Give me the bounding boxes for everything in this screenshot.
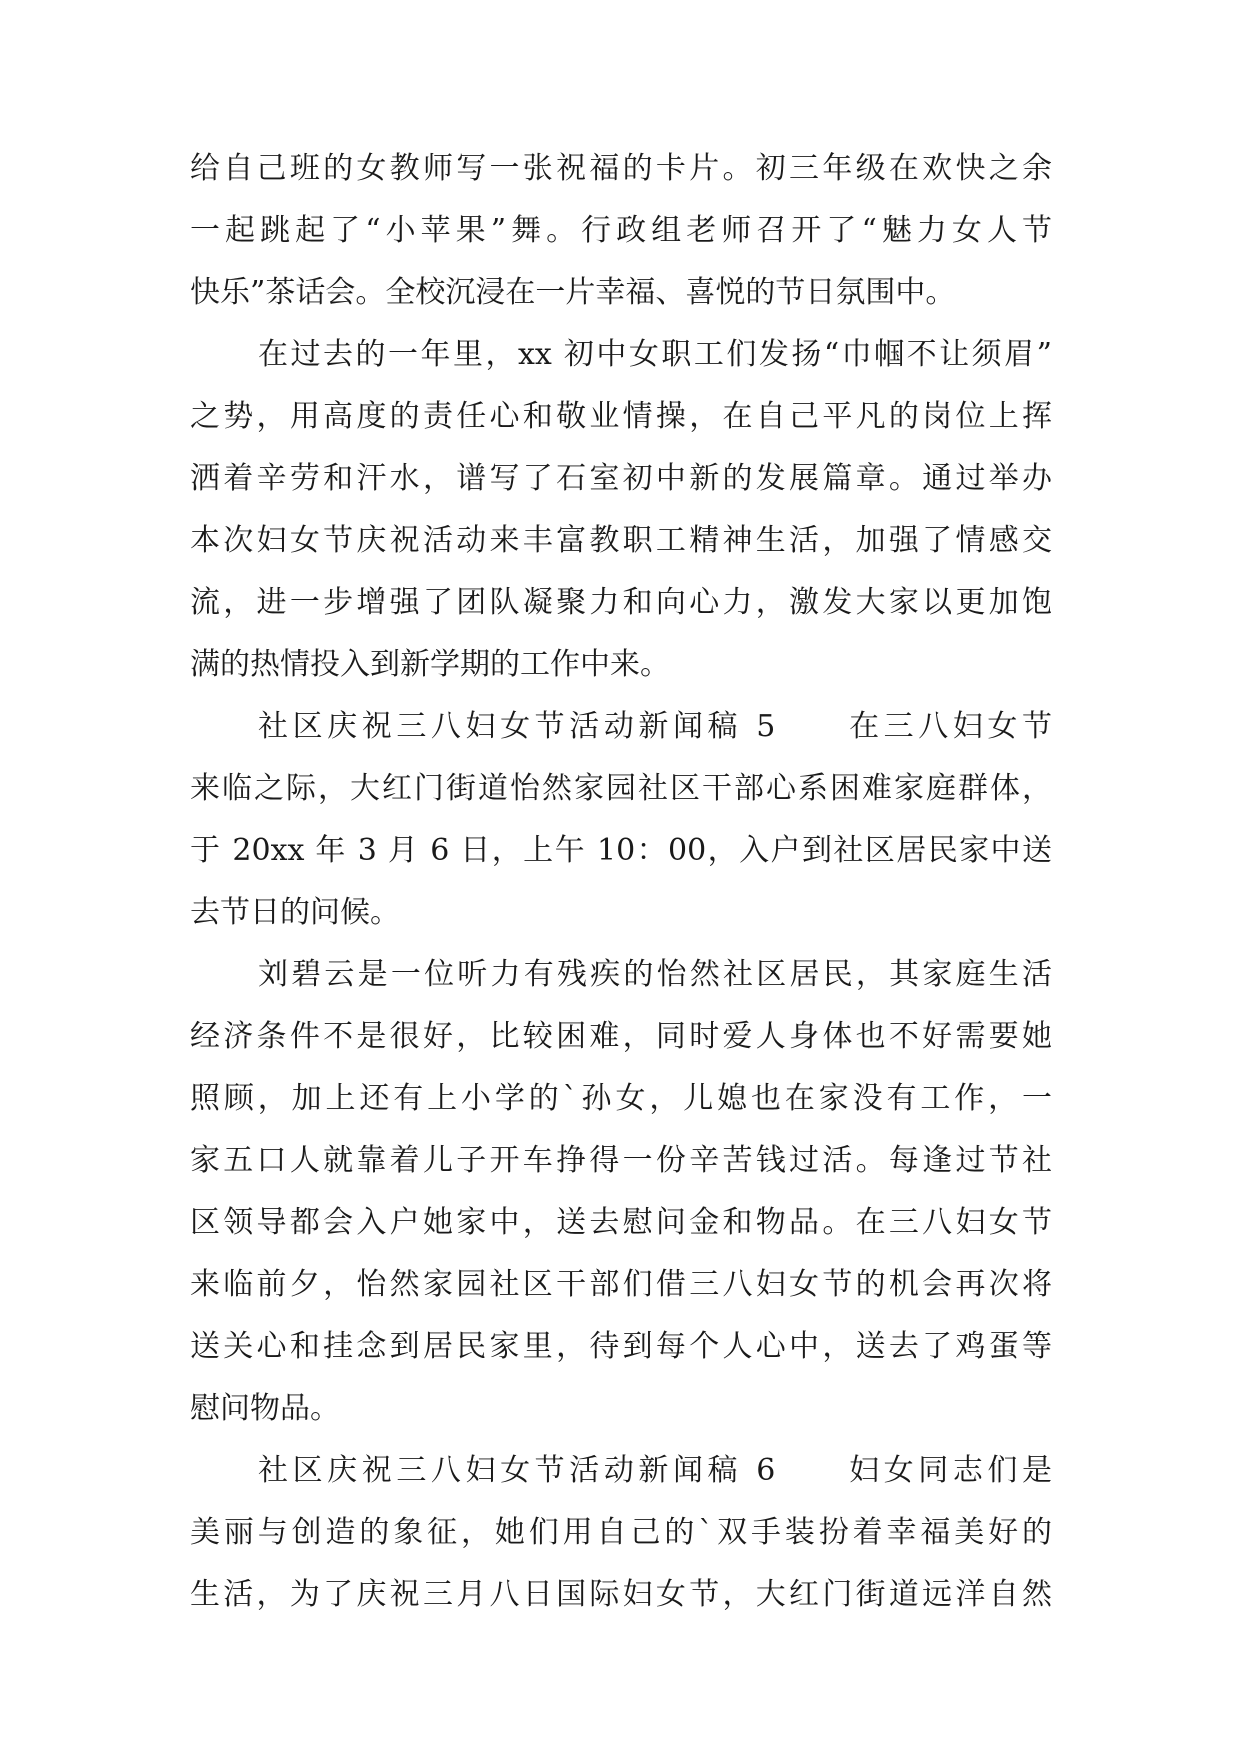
text-line: 美丽与创造的象征，她们用自己的`双手装扮着幸福美好的 bbox=[190, 1515, 1052, 1550]
section-heading-line: 社区庆祝三八妇女节活动新闻稿 6 妇女同志们是 bbox=[258, 1453, 1052, 1488]
text-line: 给自己班的女教师写一张祝福的卡片。初三年级在欢快之余 bbox=[190, 151, 1052, 186]
text-line: 去节日的问候。 bbox=[190, 895, 400, 930]
text-line: 满的热情投入到新学期的工作中来。 bbox=[190, 647, 670, 682]
text-line: 来临前夕，怡然家园社区干部们借三八妇女节的机会再次将 bbox=[190, 1267, 1052, 1302]
paragraph-first-line: 在过去的一年里，xx 初中女职工们发扬“巾帼不让须眉” bbox=[258, 337, 1052, 372]
text-line: 本次妇女节庆祝活动来丰富教职工精神生活，加强了情感交 bbox=[190, 523, 1052, 558]
text-line: 家五口人就靠着儿子开车挣得一份辛苦钱过活。每逢过节社 bbox=[190, 1143, 1052, 1178]
text-line: 洒着辛劳和汗水，谱写了石室初中新的发展篇章。通过举办 bbox=[190, 461, 1052, 496]
text-line: 来临之际，大红门街道怡然家园社区干部心系困难家庭群体， bbox=[190, 771, 1052, 806]
text-line: 区领导都会入户她家中，送去慰问金和物品。在三八妇女节 bbox=[190, 1205, 1052, 1240]
text-line: 照顾，加上还有上小学的`孙女，儿媳也在家没有工作，一 bbox=[190, 1081, 1052, 1116]
text-line: 送关心和挂念到居民家里，待到每个人心中，送去了鸡蛋等 bbox=[190, 1329, 1052, 1364]
text-line: 流，进一步增强了团队凝聚力和向心力，激发大家以更加饱 bbox=[190, 585, 1052, 620]
text-line: 慰问物品。 bbox=[190, 1391, 340, 1426]
text-line: 之势，用高度的责任心和敬业情操，在自己平凡的岗位上挥 bbox=[190, 399, 1052, 434]
paragraph-first-line: 刘碧云是一位听力有残疾的怡然社区居民，其家庭生活 bbox=[258, 957, 1052, 992]
text-line: 生活，为了庆祝三月八日国际妇女节，大红门街道远洋自然 bbox=[190, 1577, 1052, 1612]
text-line: 于 20xx 年 3 月 6 日，上午 10：00，入户到社区居民家中送 bbox=[190, 833, 1052, 868]
section-heading-line: 社区庆祝三八妇女节活动新闻稿 5 在三八妇女节 bbox=[258, 709, 1052, 744]
text-line: 快乐”茶话会。全校沉浸在一片幸福、喜悦的节日氛围中。 bbox=[190, 275, 956, 310]
text-line: 一起跳起了“小苹果”舞。行政组老师召开了“魅力女人节 bbox=[190, 213, 1052, 248]
text-line: 经济条件不是很好，比较困难，同时爱人身体也不好需要她 bbox=[190, 1019, 1052, 1054]
